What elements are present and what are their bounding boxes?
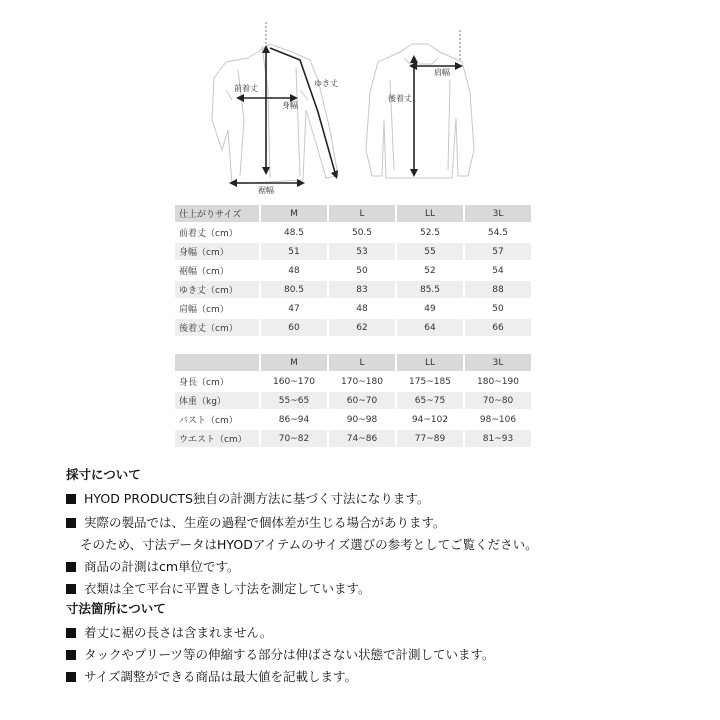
jacket-diagram — [0, 0, 720, 200]
column-header: M — [261, 354, 327, 371]
note-text: 実際の製品では、生産の過程で個体差が生じる場合があります。 — [84, 515, 446, 530]
label-back-length: 後着丈 — [388, 94, 412, 103]
note-item — [66, 491, 429, 507]
table-row — [175, 300, 531, 317]
table-cell: 86~94 — [261, 411, 327, 428]
label-chest-width: 身幅 — [282, 101, 298, 110]
table-cell: 90~98 — [329, 411, 395, 428]
table-cell: 47 — [261, 300, 327, 317]
column-header: LL — [397, 205, 463, 222]
table-cell: 50.5 — [329, 224, 395, 241]
table-cell: 66 — [465, 319, 531, 336]
note-item — [66, 581, 371, 597]
table-row — [175, 392, 531, 409]
row-label: 後着丈（cm） — [175, 319, 259, 336]
table-cell: 70~80 — [465, 392, 531, 409]
table-row — [175, 281, 531, 298]
note-item — [66, 515, 446, 531]
table-cell: 83 — [329, 281, 395, 298]
bullet-square-icon — [66, 494, 76, 504]
label-shoulder-width: 肩幅 — [434, 68, 450, 77]
body-size-table — [173, 352, 533, 449]
table-cell: 60 — [261, 319, 327, 336]
table-row — [175, 262, 531, 279]
table-cell: 55~65 — [261, 392, 327, 409]
table-cell: 57 — [465, 243, 531, 260]
table-cell: 180~190 — [465, 373, 531, 390]
table-cell: 48 — [261, 262, 327, 279]
note-text: タックやプリーツ等の伸縮する部分は伸ばさない状態で計測しています。 — [84, 647, 495, 662]
row-label: 裾幅（cm） — [175, 262, 259, 279]
bullet-square-icon — [66, 562, 76, 572]
table-header-label: 仕上がりサイズ — [175, 205, 259, 222]
bullet-square-icon — [66, 650, 76, 660]
notes-heading-measurement: 採寸について — [66, 467, 141, 482]
table-cell: 48 — [329, 300, 395, 317]
table-cell: 54 — [465, 262, 531, 279]
column-header: L — [329, 205, 395, 222]
table-cell: 80.5 — [261, 281, 327, 298]
table-cell: 74~86 — [329, 430, 395, 447]
table-cell: 52 — [397, 262, 463, 279]
note-item — [66, 625, 272, 641]
table-cell: 170~180 — [329, 373, 395, 390]
note-text: HYOD PRODUCTS独自の計測方法に基づく寸法になります。 — [84, 491, 430, 506]
row-label: ウエスト（cm） — [175, 430, 259, 447]
table-header-label — [175, 354, 259, 371]
table-row — [175, 243, 531, 260]
notes-heading-points: 寸法箇所について — [66, 601, 166, 616]
column-header: L — [329, 354, 395, 371]
table-cell: 160~170 — [261, 373, 327, 390]
table-cell: 51 — [261, 243, 327, 260]
table-cell: 94~102 — [397, 411, 463, 428]
row-label: 身幅（cm） — [175, 243, 259, 260]
table-cell: 52.5 — [397, 224, 463, 241]
table-cell: 65~75 — [397, 392, 463, 409]
note-text: 商品の計測はcm単位です。 — [84, 559, 240, 574]
row-label: バスト（cm） — [175, 411, 259, 428]
table-cell: 60~70 — [329, 392, 395, 409]
column-header: 3L — [465, 354, 531, 371]
bullet-square-icon — [66, 584, 76, 594]
row-label: 体重（kg） — [175, 392, 259, 409]
note-item — [66, 647, 495, 663]
table-row — [175, 373, 531, 390]
table-cell: 48.5 — [261, 224, 327, 241]
table-row — [175, 411, 531, 428]
table-cell: 88 — [465, 281, 531, 298]
row-label: ゆき丈（cm） — [175, 281, 259, 298]
label-hem-width: 裾幅 — [258, 186, 274, 195]
label-front-length: 前着丈 — [234, 84, 258, 93]
note-continuation: そのため、寸法データはHYODアイテムのサイズ選びの参考としてご覧ください。 — [80, 537, 538, 552]
column-header: 3L — [465, 205, 531, 222]
table-cell: 55 — [397, 243, 463, 260]
table-cell: 50 — [329, 262, 395, 279]
table-cell: 64 — [397, 319, 463, 336]
label-sleeve-length: ゆき丈 — [314, 79, 338, 88]
garment-size-table — [173, 203, 533, 338]
note-text: 着丈に裾の長さは含まれません。 — [84, 625, 273, 640]
table-cell: 85.5 — [397, 281, 463, 298]
note-text: 衣類は全て平台に平置きし寸法を測定しています。 — [84, 581, 371, 596]
column-header: M — [261, 205, 327, 222]
table-row — [175, 319, 531, 336]
note-text: サイズ調整ができる商品は最大値を記載します。 — [84, 669, 358, 684]
row-label: 前着丈（cm） — [175, 224, 259, 241]
table-cell: 53 — [329, 243, 395, 260]
table-cell: 70~82 — [261, 430, 327, 447]
table-cell: 81~93 — [465, 430, 531, 447]
note-item — [66, 559, 240, 575]
row-label: 肩幅（cm） — [175, 300, 259, 317]
table-cell: 77~89 — [397, 430, 463, 447]
table-header-row — [175, 205, 531, 222]
bullet-square-icon — [66, 628, 76, 638]
table-header-row — [175, 354, 531, 371]
table-cell: 49 — [397, 300, 463, 317]
table-row — [175, 224, 531, 241]
row-label: 身長（cm） — [175, 373, 259, 390]
jacket-illustration — [0, 0, 720, 200]
bullet-square-icon — [66, 518, 76, 528]
table-cell: 62 — [329, 319, 395, 336]
bullet-square-icon — [66, 672, 76, 682]
table-cell: 175~185 — [397, 373, 463, 390]
table-cell: 54.5 — [465, 224, 531, 241]
table-row — [175, 430, 531, 447]
table-cell: 98~106 — [465, 411, 531, 428]
table-cell: 50 — [465, 300, 531, 317]
column-header: LL — [397, 354, 463, 371]
note-item — [66, 669, 357, 685]
